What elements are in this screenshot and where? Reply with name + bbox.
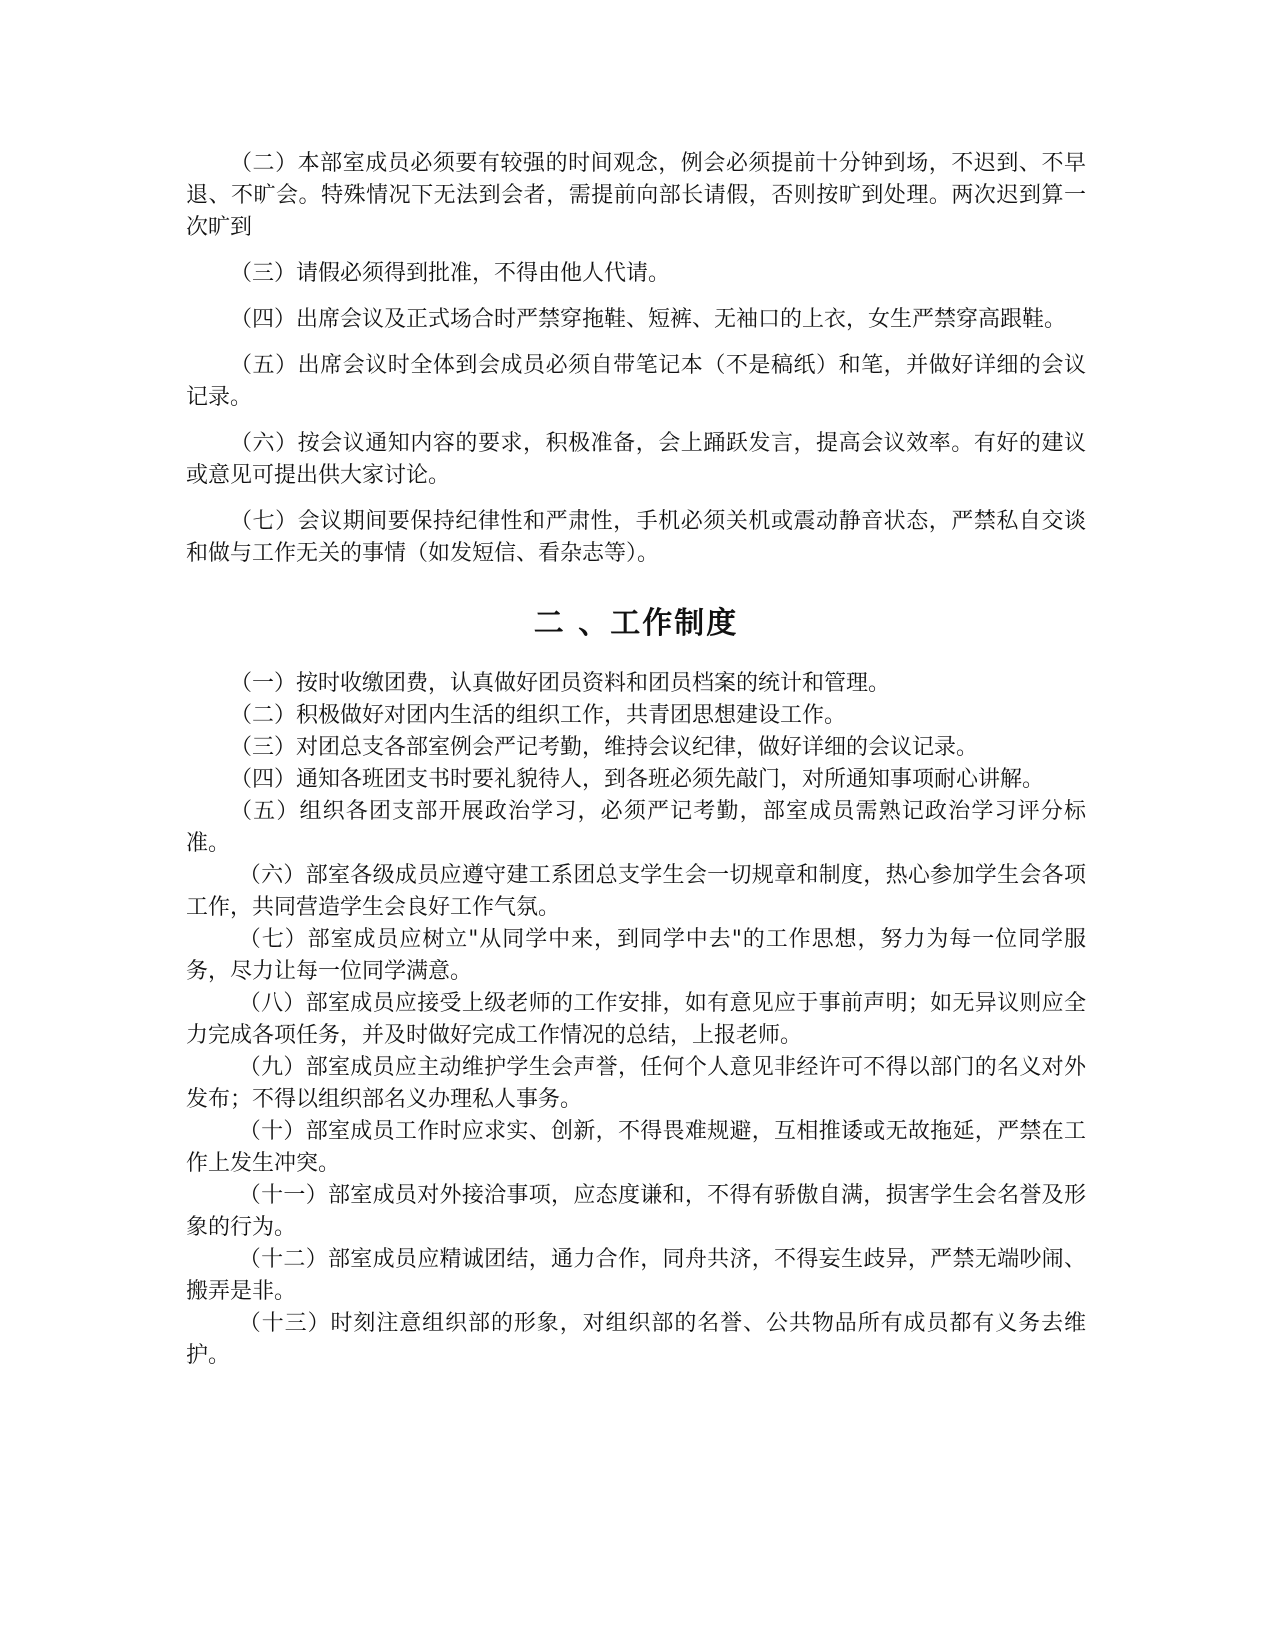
rule-paragraph: （五）出席会议时全体到会成员必须自带笔记本（不是稿纸）和笔，并做好详细的会议记录。 [186,353,1086,410]
rule-paragraph: （四）通知各班团支书时要礼貌待人，到各班必须先敲门，对所通知事项耐心讲解。 [230,767,1045,792]
rule-paragraph: （十三）时刻注意组织部的形象，对组织部的名誉、公共物品所有成员都有义务去维护。 [186,1311,1086,1368]
rule-paragraph: （三）请假必须得到批准，不得由他人代请。 [230,261,671,286]
rule-paragraph: （三）对团总支各部室例会严记考勤，维持会议纪律，做好详细的会议记录。 [230,735,979,760]
rule-paragraph: （四）出席会议及正式场合时严禁穿拖鞋、短裤、无袖口的上衣，女生严禁穿高跟鞋。 [230,307,1067,332]
rule-paragraph: （七）部室成员应树立"从同学中来，到同学中去"的工作思想，努力为每一位同学服务，尽力让每一位同学满意。 [186,927,1086,984]
section-heading: 二 、工作制度 [533,606,739,641]
rule-paragraph: （二）本部室成员必须要有较强的时间观念，例会必须提前十分钟到场，不迟到、不早退、不旷会。特殊情况下无法到会者，需提前向部长请假，否则按旷到处理。两次迟到算一次旷到 [186,151,1086,240]
rule-paragraph: （六）部室各级成员应遵守建工系团总支学生会一切规章和制度，热心参加学生会各项工作，共同营造学生会良好工作气氛。 [186,863,1086,920]
rule-paragraph: （九）部室成员应主动维护学生会声誉，任何个人意见非经许可不得以部门的名义对外发布；不得以组织部名义办理私人事务。 [186,1055,1086,1112]
rule-paragraph: （十一）部室成员对外接洽事项，应态度谦和，不得有骄傲自满，损害学生会名誉及形象的行为。 [186,1183,1086,1240]
rule-paragraph: （二）积极做好对团内生活的组织工作，共青团思想建设工作。 [230,703,847,728]
rule-paragraph: （七）会议期间要保持纪律性和严肃性，手机必须关机或震动静音状态，严禁私自交谈和做与工作无关的事情（如发短信、看杂志等）。 [186,509,1086,566]
document-page [186,148,1086,1372]
meeting-rules-section [186,148,1086,570]
rule-paragraph: （六）按会议通知内容的要求，积极准备，会上踊跃发言，提高会议效率。有好的建议或意见可提出供大家讨论。 [186,431,1086,488]
rule-paragraph: （五）组织各团支部开展政治学习，必须严记考勤，部室成员需熟记政治学习评分标准。 [186,799,1086,856]
rule-paragraph: （十二）部室成员应精诚团结，通力合作，同舟共济，不得妄生歧异，严禁无端吵闹、搬弄是非。 [186,1247,1086,1304]
rule-paragraph: （十）部室成员工作时应求实、创新，不得畏难规避，互相推诿或无故拖延，严禁在工作上发生冲突。 [186,1119,1086,1176]
work-rules-section [186,668,1086,1372]
rule-paragraph: （一）按时收缴团费，认真做好团员资料和团员档案的统计和管理。 [230,671,891,696]
rule-paragraph: （八）部室成员应接受上级老师的工作安排，如有意见应于事前声明；如无异议则应全力完成各项任务，并及时做好完成工作情况的总结，上报老师。 [186,991,1086,1048]
